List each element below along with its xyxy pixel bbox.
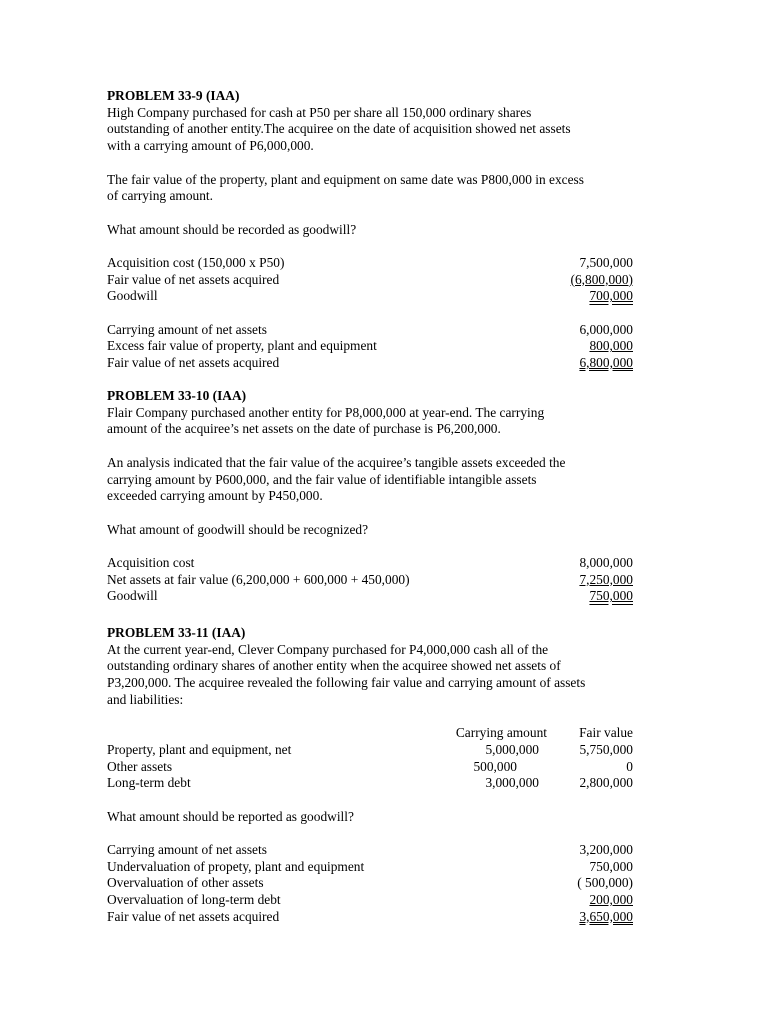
table-cell-carrying: 500,000: [473, 758, 517, 774]
calc-row: [107, 338, 667, 355]
calc-label: Undervaluation of propety, plant and equipment: [107, 858, 365, 874]
calc-amount: 7,500,000: [579, 254, 633, 270]
table-row-label: Other assets: [107, 758, 173, 774]
calc-label: Overvaluation of other assets: [107, 875, 264, 891]
calc-row: [107, 875, 667, 892]
calc-amount: 8,000,000: [579, 554, 633, 570]
table-row: [107, 742, 667, 759]
table-header-row: [107, 725, 667, 742]
calc-amount: 200,000: [589, 892, 633, 908]
calc-label: Acquisition cost (150,000 x P50): [107, 254, 285, 270]
problem-question: What amount should be recorded as goodwill?: [107, 221, 357, 237]
calc-label: Carrying amount of net assets: [107, 321, 267, 337]
problem-33-9: [107, 88, 667, 372]
problem-text-line: The fair value of the property, plant and equipment on same date was P800,000 in excess: [107, 171, 584, 187]
calc-amount: (6,800,000): [570, 271, 633, 287]
problem-text-line: High Company purchased for cash at P50 per share all 150,000 ordinary shares: [107, 104, 532, 120]
calc-amount: 800,000: [589, 338, 633, 354]
problem-33-11: [107, 625, 667, 925]
calc-label: Fair value of net assets acquired: [107, 908, 280, 924]
problem-text-line: outstanding of another entity.The acquiree on the date of acquisition showed net assets: [107, 121, 571, 137]
problem-text-line: amount of the acquiree’s net assets on the date of purchase is P6,200,000.: [107, 421, 501, 437]
problem-question: What amount should be reported as goodwill?: [107, 808, 354, 824]
problem-question: What amount of goodwill should be recognized?: [107, 521, 369, 537]
calc-row: [107, 842, 667, 859]
calc-label: Fair value of net assets acquired: [107, 355, 280, 371]
problem-text-line: and liabilities:: [107, 691, 184, 707]
problem-text-line: of carrying amount.: [107, 188, 213, 204]
calc-row: [107, 355, 667, 372]
calc-label: Excess fair value of property, plant and equipment: [107, 338, 377, 354]
table-cell-fair: 0: [626, 758, 633, 774]
calc-amount: ( 500,000): [577, 875, 633, 891]
problem-text-line: with a carrying amount of P6,000,000.: [107, 138, 314, 154]
problem-text-line: exceeded carrying amount by P450,000.: [107, 488, 323, 504]
problem-text-line: Flair Company purchased another entity for P8,000,000 at year-end. The carrying: [107, 404, 545, 420]
table-cell-carrying: 3,000,000: [485, 775, 539, 791]
calc-label: Overvaluation of long-term debt: [107, 892, 281, 908]
calc-row: [107, 859, 667, 876]
table-cell-carrying: 5,000,000: [485, 741, 539, 757]
problem-text-line: P3,200,000. The acquiree revealed the following fair value and carrying amount of assets: [107, 675, 586, 691]
table-header-fair: Fair value: [579, 725, 633, 741]
calc-amount: 6,000,000: [579, 321, 633, 337]
calc-row: [107, 909, 667, 926]
problem-text-line: At the current year-end, Clever Company purchased for P4,000,000 cash all of the: [107, 641, 549, 657]
table-row: [107, 775, 667, 792]
problem-text-line: outstanding ordinary shares of another entity when the acquiree showed net assets of: [107, 658, 561, 674]
problem-33-10: [107, 388, 667, 605]
calc-row: [107, 555, 667, 572]
calc-amount: 3,650,000: [579, 908, 633, 924]
calc-row: [107, 288, 667, 305]
calc-amount: 700,000: [589, 288, 633, 304]
problem-text-line: carrying amount by P600,000, and the fair value of identifiable intangible assets: [107, 471, 537, 487]
calc-amount: 750,000: [589, 858, 633, 874]
table-header-carrying: Carrying amount: [455, 725, 547, 741]
problem-text-line: An analysis indicated that the fair value of the acquiree’s tangible assets exceeded the: [107, 454, 566, 470]
calc-row: [107, 892, 667, 909]
calc-label: Carrying amount of net assets: [107, 842, 267, 858]
table-row: [107, 759, 667, 776]
calc-row: [107, 588, 667, 605]
problem-heading: PROBLEM 33-11 (IAA): [107, 625, 246, 640]
calc-label: Fair value of net assets acquired: [107, 271, 280, 287]
calc-row: [107, 322, 667, 339]
calc-row: [107, 572, 667, 589]
calc-label: Goodwill: [107, 288, 158, 304]
calc-amount: 6,800,000: [579, 355, 633, 371]
calc-row: [107, 272, 667, 289]
calc-label: Acquisition cost: [107, 554, 195, 570]
table-cell-fair: 5,750,000: [579, 741, 633, 757]
table-row-label: Property, plant and equipment, net: [107, 741, 292, 757]
calc-amount: 3,200,000: [579, 842, 633, 858]
calc-amount: 750,000: [589, 588, 633, 604]
table-row-label: Long-term debt: [107, 775, 191, 791]
problem-heading: PROBLEM 33-9 (IAA): [107, 88, 240, 103]
problem-heading: PROBLEM 33-10 (IAA): [107, 388, 247, 403]
table-cell-fair: 2,800,000: [579, 775, 633, 791]
calc-label: Goodwill: [107, 588, 158, 604]
calc-amount: 7,250,000: [579, 571, 633, 587]
calc-label: Net assets at fair value (6,200,000 + 600,000 + 450,000): [107, 571, 410, 587]
calc-row: [107, 255, 667, 272]
